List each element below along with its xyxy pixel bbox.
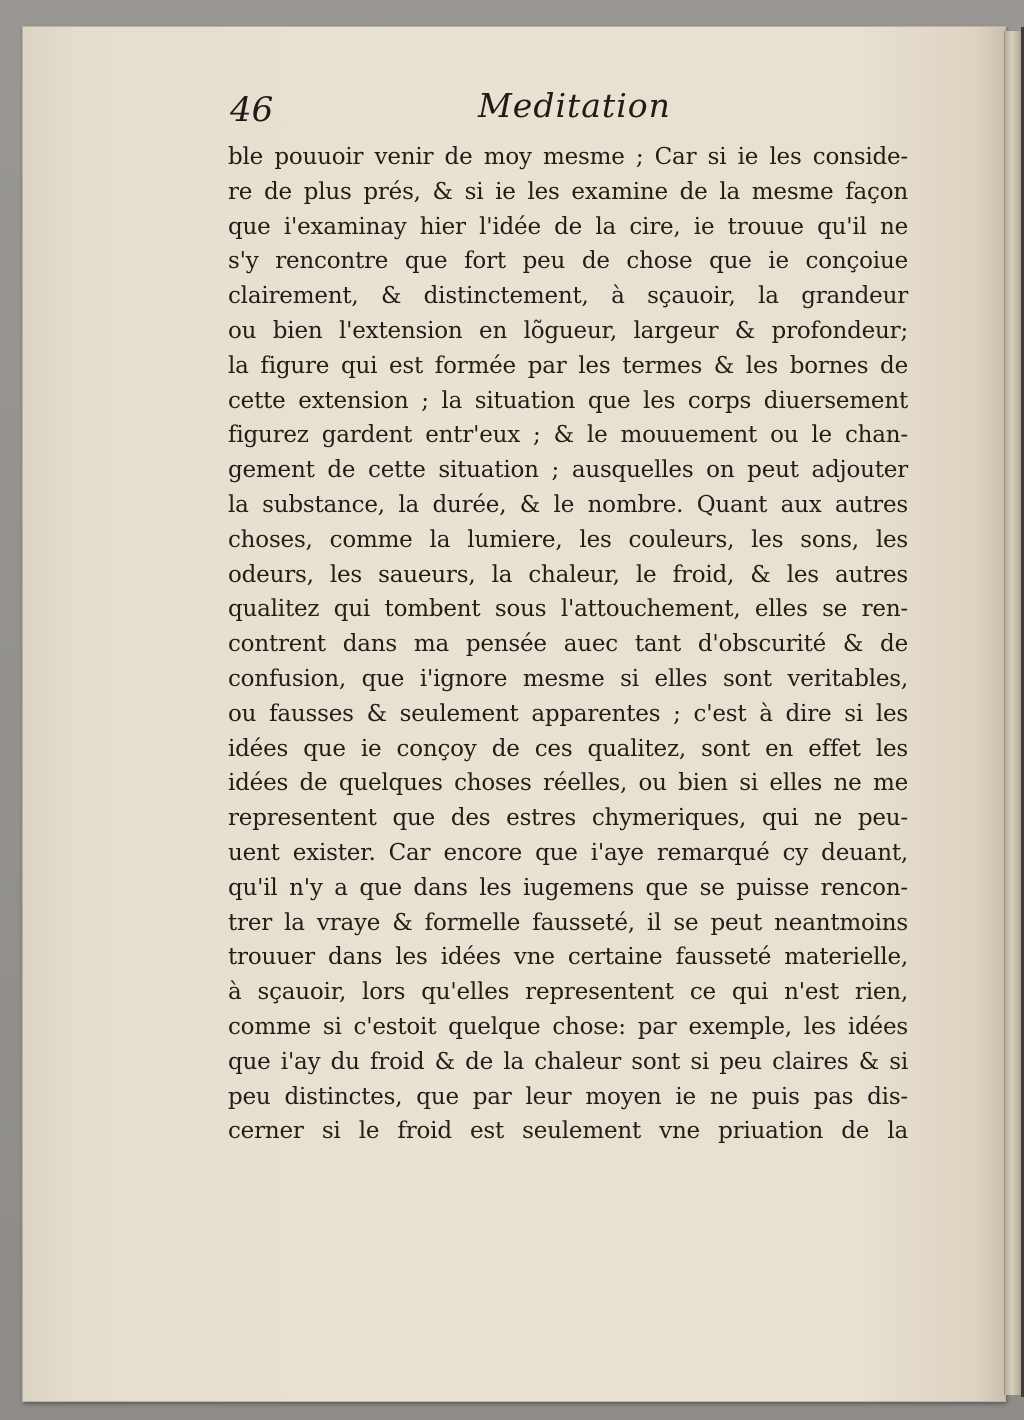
text-line: ble pouuoir venir de moy mesme ; Car si ie les conside-	[228, 144, 908, 170]
text-line: odeurs, les saueurs, la chaleur, le froid, & les autres	[228, 561, 908, 588]
text-line: gement de cette situation ; ausquelles on peut adjouter	[228, 457, 908, 484]
text-line: qualitez qui tombent sous l'attouchement, elles se ren-	[228, 596, 908, 623]
running-head: Meditation	[478, 86, 671, 125]
page-header	[208, 86, 688, 136]
text-line: idées que ie conçoy de ces qualitez, sont en effet les	[228, 735, 908, 762]
text-line: choses, comme la lumiere, les couleurs, les sons, les	[228, 526, 908, 553]
text-line: que i'examinay hier l'idée de la cire, ie trouue qu'il ne	[228, 213, 908, 240]
body-text	[228, 140, 908, 1149]
text-line: uent exister. Car encore que i'aye remarqué cy deuant,	[228, 839, 908, 866]
text-line: peu distinctes, que par leur moyen ie ne puis pas dis-	[228, 1083, 908, 1110]
text-line: contrent dans ma pensée auec tant d'obscurité & de	[228, 631, 908, 658]
text-line: cette extension ; la situation que les corps diuersement	[228, 387, 908, 414]
text-line: que i'ay du froid & de la chaleur sont si peu claires & si	[228, 1048, 908, 1075]
text-line: figurez gardent entr'eux ; & le mouuement ou le chan-	[228, 422, 908, 449]
text-line: la figure qui est formée par les termes & les bornes de	[228, 352, 908, 379]
text-line: clairement, & distinctement, à sçauoir, la grandeur	[228, 283, 908, 310]
text-line: qu'il n'y a que dans les iugemens que se puisse rencon-	[228, 874, 908, 901]
text-line: trouuer dans les idées vne certaine fausseté materielle,	[228, 944, 908, 971]
text-line: ou fausses & seulement apparentes ; c'est à dire si les	[228, 700, 908, 727]
text-line: comme si c'estoit quelque chose: par exemple, les idées	[228, 1013, 908, 1040]
text-line: à sçauoir, lors qu'elles representent ce qui n'est rien,	[228, 979, 908, 1006]
text-line: la substance, la durée, & le nombre. Quant aux autres	[228, 491, 908, 518]
text-line: cerner si le froid est seulement vne priuation de la	[228, 1118, 908, 1145]
text-line: re de plus prés, & si ie les examine de la mesme façon	[228, 178, 908, 205]
page-number: 46	[230, 90, 274, 130]
text-line: representent que des estres chymeriques, qui ne peu-	[228, 805, 908, 832]
text-line: trer la vraye & formelle fausseté, il se peut neantmoins	[228, 909, 908, 936]
text-line: s'y rencontre que fort peu de chose que ie conçoiue	[228, 248, 908, 275]
text-line: idées de quelques choses réelles, ou bien si elles ne me	[228, 770, 908, 797]
text-line: confusion, que i'ignore mesme si elles sont veritables,	[228, 665, 908, 692]
text-line: ou bien l'extension en lõgueur, largeur & profondeur;	[228, 317, 908, 344]
